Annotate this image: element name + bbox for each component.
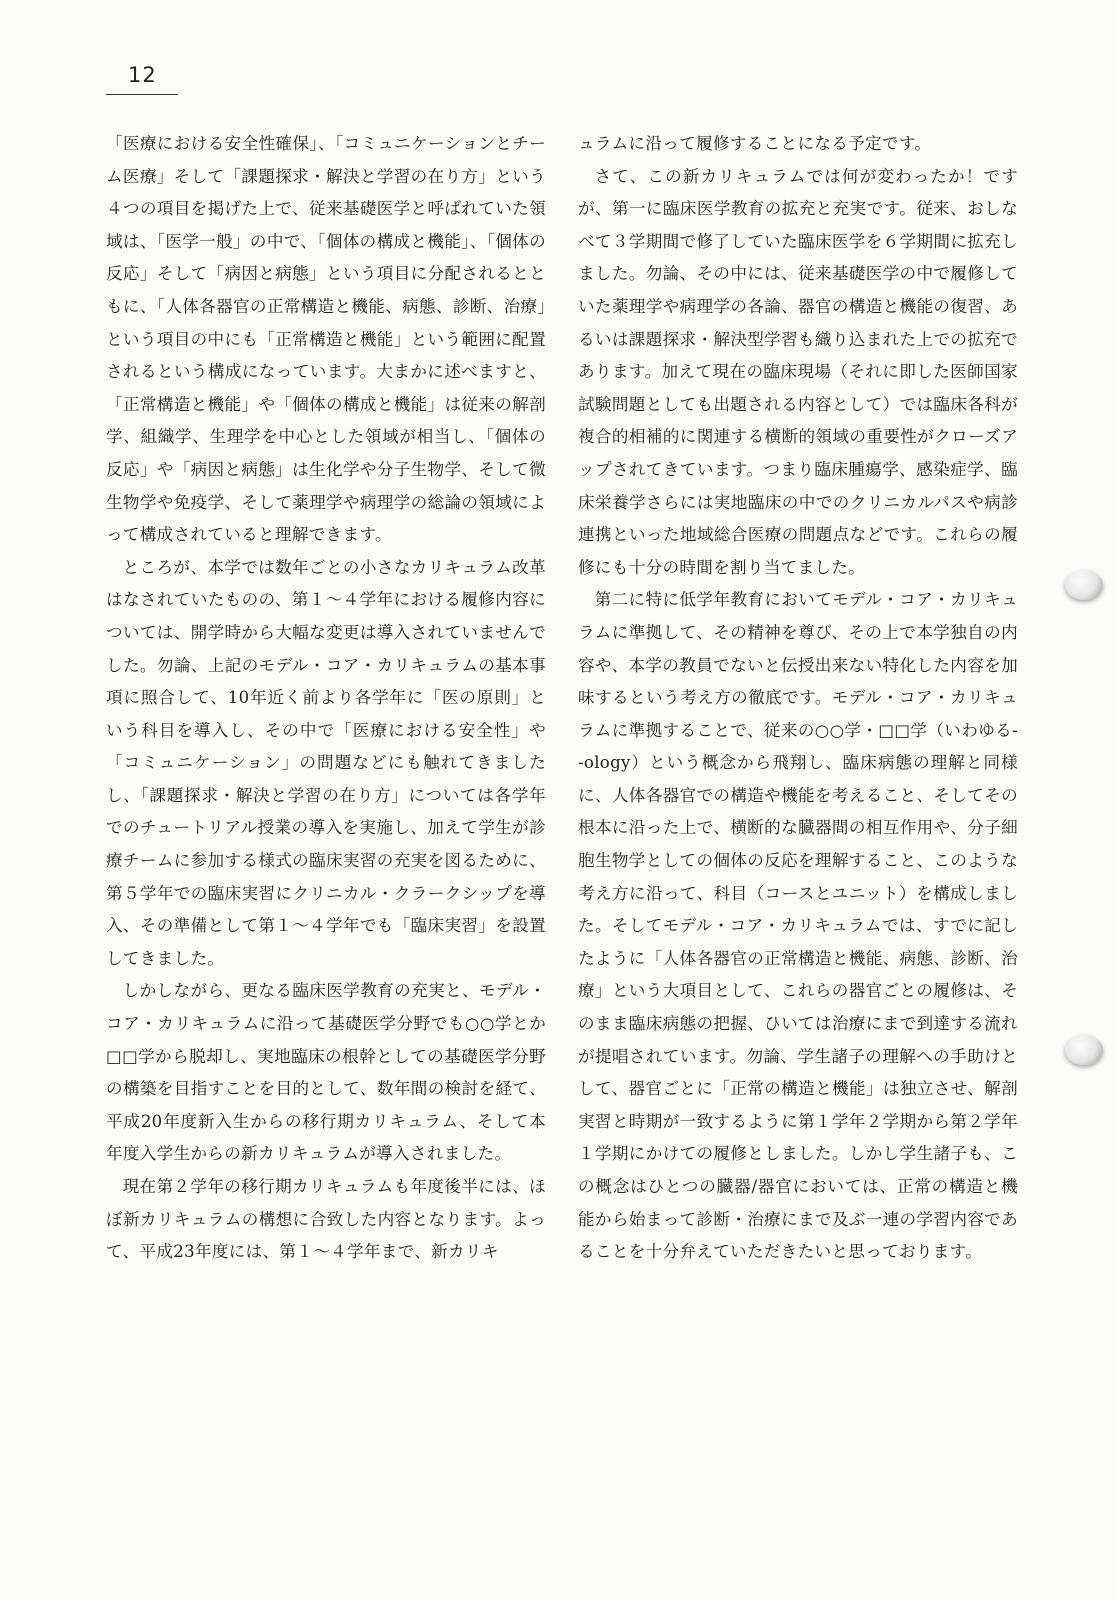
paragraph: ュラムに沿って履修することになる予定です。 — [578, 134, 932, 153]
right-column — [578, 128, 1018, 1508]
paragraph: 「医療における安全性確保」、「コミュニケーションとチーム医療」そして「課題探求・解決と学習の在り方」という４つの項目を掲げた上で、従来基礎医学と呼ばれていた領域は、「医学一般」の中で、「個体の構成と機能」、「個体の反応」そして「病因と病態」という項目に分配されるとともに、「人体各器官の正常構造と機能、病態、診断、治療」という項目の中にも「正常構造と機能」という範囲に配置されるという構成になっています。大まかに述べますと、「正常構造と機能」や「個体の構成と機能」は従来の解剖学、組織学、生理学を中心とした領域が相当し、「個体の反応」や「病因と病態」は生化学や分子生物学、そして微生物学や免疫学、そして薬理学や病理学の総論の領域によって構成されていると理解できます。 — [106, 134, 546, 545]
binder-hole-icon — [1065, 1035, 1103, 1065]
paragraph: 第二に特に低学年教育においてモデル・コア・カリキュラムに準拠して、その精神を尊び、その上で本学独自の内容や、本学の教員でないと伝授出来ない特化した内容を加味するという考え方の徹底です。モデル・コア・カリキュラムに準拠することで、従来の○○学・□□学（いわゆる--ology）という概念から飛翔し、臨床病態の理解と同様に、人体各器官での構造や機能を考えること、そしてその根本に沿った上で、横断的な臓器間の相互作用や、分子細胞生物学としての個体の反応を理解すること、このような考え方に沿って、科目（コースとユニット）を構成しました。そしてモデル・コア・カリキュラムでは、すでに記したように「人体各器官の正常構造と機能、病態、診断、治療」という大項目として、これらの器官ごとの履修は、そのまま臨床病態の把握、ひいては治療にまで到達する流れが提唱されています。勿論、学生諸子の理解への手助けとして、器官ごとに「正常の構造と機能」は独立させ、解剖実習と時期が一致するように第１学年２学期から第２学年１学期にかけての履修としました。しかし学生諸子も、この概念はひとつの臓器/器官においては、正常の構造と機能から始まって診断・治療にまで及ぶ一連の学習内容であることを十分弁えていただきたいと思っております。 — [578, 590, 1018, 1262]
paragraph: ところが、本学では数年ごとの小さなカリキュラム改革はなされていたものの、第１～４学年における履修内容については、開学時から大幅な変更は導入されていませんでした。勿論、上記のモデル・コア・カリキュラムの基本事項に照合して、10年近く前より各学年に「医の原則」という科目を導入し、その中で「医療における安全性」や「コミュニケーション」の問題などにも触れてきましたし、「課題探求・解決と学習の在り方」については各学年でのチュートリアル授業の導入を実施し、加えて学生が診療チームに参加する様式の臨床実習の充実を図るために、第５学年での臨床実習にクリニカル・クラークシップを導入、その準備として第１～４学年でも「臨床実習」を設置してきました。 — [106, 557, 546, 968]
paragraph: しかしながら、更なる臨床医学教育の充実と、モデル・コア・カリキュラムに沿って基礎医学分野でも○○学とか□□学から脱却し、実地臨床の根幹としての基礎医学分野の構築を目指すことを目的として、数年間の検討を経て、平成20年度新入生からの移行期カリキュラム、そして本年度入学生からの新カリキュラムが導入されました。 — [106, 981, 546, 1164]
left-column — [106, 128, 546, 1508]
page-number: 12 — [128, 63, 157, 87]
binder-hole-icon — [1065, 570, 1103, 600]
page-number-rule — [106, 94, 178, 95]
paragraph: さて、この新カリキュラムでは何が変わったか！ですが、第一に臨床医学教育の拡充と充実です。従来、おしなべて３学期間で修了していた臨床医学を６学期間に拡充しました。勿論、その中には、従来基礎医学の中で履修していた薬理学や病理学の各論、器官の構造と機能の復習、あるいは課題探求・解決型学習も織り込まれた上での拡充であります。加えて現在の臨床現場（それに即した医師国家試験問題としても出題される内容として）では臨床各科が複合的相補的に関連する横断的領域の重要性がクローズアップされてきています。つまり臨床腫瘍学、感染症学、臨床栄養学さらには実地臨床の中でのクリニカルパスや病診連携といった地域総合医療の問題点などです。これらの履修にも十分の時間を割り当てました。 — [578, 166, 1018, 577]
paragraph: 現在第２学年の移行期カリキュラムも年度後半には、ほぼ新カリキュラムの構想に合致した内容となります。よって、平成23年度には、第１～４学年まで、新カリキ — [106, 1177, 546, 1262]
